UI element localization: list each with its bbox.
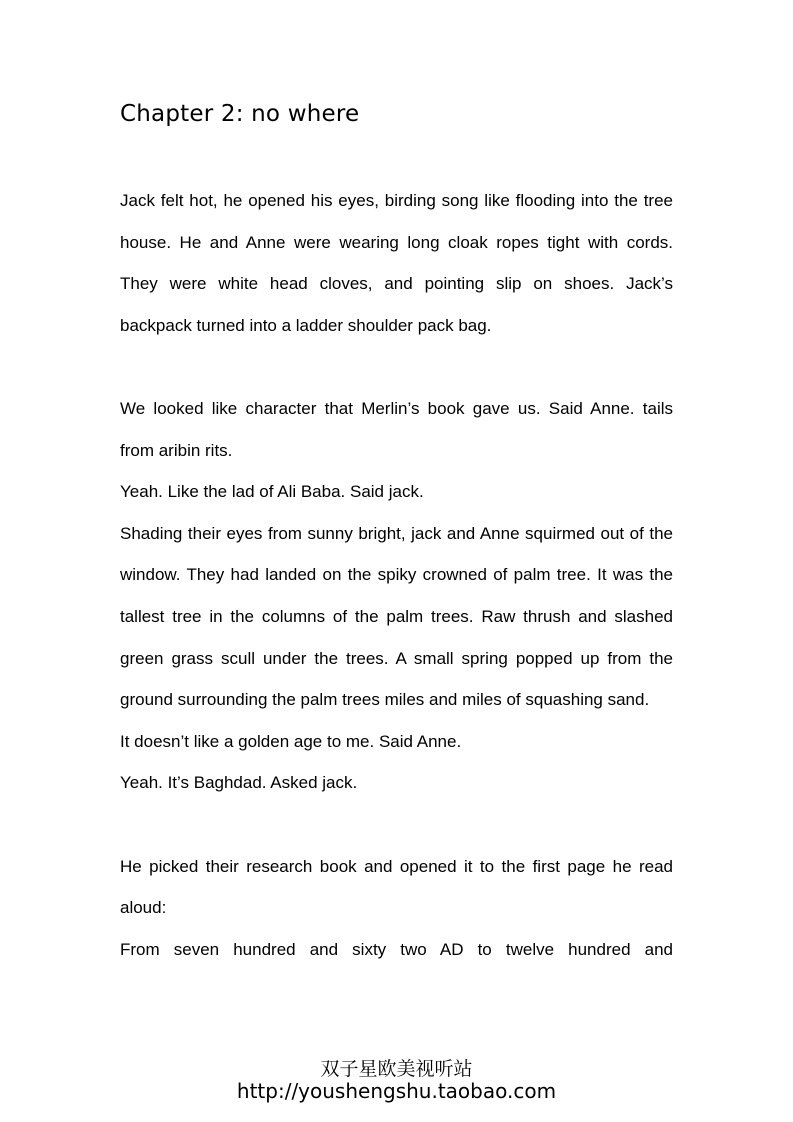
paragraph: Shading their eyes from sunny bright, jack and Anne squirmed out of the window. They had landed on the spiky crowned of palm tree. It was the tallest tree in the columns of the palm trees. Raw thrush and slashed green grass scull under the trees. A small spring popped up from the ground surrounding the palm trees miles and miles of squashing sand. [120, 523, 673, 710]
paragraph: Yeah. Like the lad of Ali Baba. Said jack. [120, 482, 424, 502]
paragraph: Yeah. It’s Baghdad. Asked jack. [120, 773, 358, 793]
chapter-title: Chapter 2: no where [120, 101, 360, 127]
paragraph: It doesn’t like a golden age to me. Said Anne. [120, 731, 462, 751]
paragraph: He picked their research book and opened it to the first page he read aloud: [120, 856, 673, 918]
footer-url: http://youshengshu.taobao.com [236, 1079, 557, 1103]
footer-shop-name: 双子星欧美视听站 [320, 1058, 473, 1080]
paragraph: We looked like character that Merlin’s book gave us. Said Anne. tails from aribin rits. [120, 398, 673, 460]
chapter-body [120, 180, 673, 970]
paragraph: Jack felt hot, he opened his eyes, birding song like flooding into the tree house. He and Anne were wearing long cloak ropes tight with cords. They were white head cloves, and pointing slip on shoes. Jack’s backpack turned into a ladder shoulder pack bag. [120, 191, 673, 335]
paragraph: From seven hundred and sixty two AD to twelve hundred and [120, 939, 673, 959]
